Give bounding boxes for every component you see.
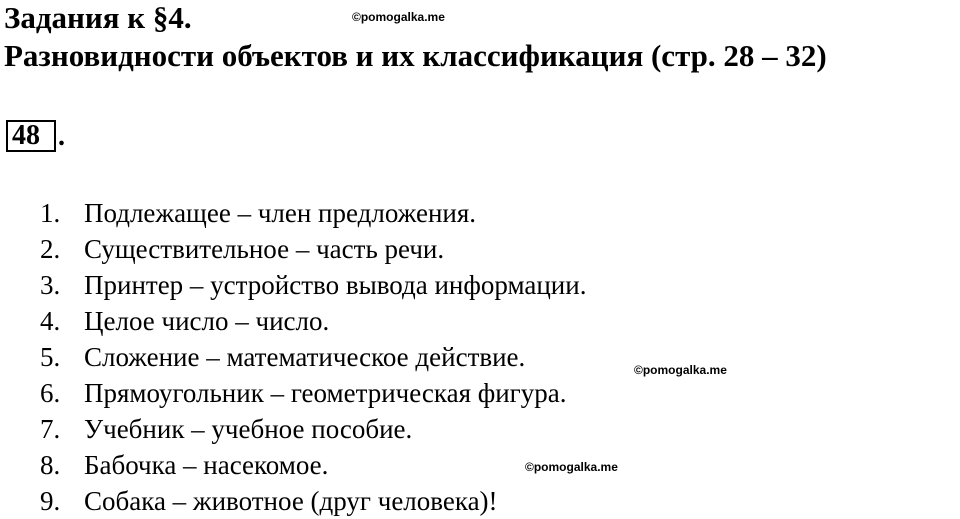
list-item-number: 1. <box>40 198 61 228</box>
watermark-middle: ©pomogalka.me <box>634 363 727 377</box>
list-item-number: 5. <box>40 342 61 372</box>
task-number-dot: . <box>58 121 65 152</box>
list-item-text: Бабочка – насекомое. <box>84 450 329 480</box>
task-number-box: 48 <box>6 120 56 152</box>
list-item-number: 8. <box>40 450 61 480</box>
list-item-text: Принтер – устройство вывода информации. <box>84 270 587 300</box>
list-item-text: Целое число – число. <box>84 306 330 336</box>
watermark-top: ©pomogalka.me <box>352 10 445 24</box>
list-item-number: 7. <box>40 414 61 444</box>
list-item-number: 2. <box>40 234 61 264</box>
list-item-text: Учебник – учебное пособие. <box>84 414 413 444</box>
list-item-text: Подлежащее – член предложения. <box>84 198 477 228</box>
list-item-text: Существительное – часть речи. <box>84 234 445 264</box>
watermark-bottom: ©pomogalka.me <box>525 460 618 474</box>
list-item-text: Собака – животное (друг человека)! <box>84 486 498 516</box>
list-item-number: 6. <box>40 378 61 408</box>
page-subtitle: Разновидности объектов и их классификация (стр. 28 – 32) <box>4 38 827 73</box>
list-item-text: Прямоугольник – геометрическая фигура. <box>84 378 567 408</box>
list-item-number: 4. <box>40 306 61 336</box>
list-item-number: 9. <box>40 486 61 516</box>
page-title: Задания к §4. <box>4 0 192 35</box>
list-item-text: Сложение – математическое действие. <box>84 342 526 372</box>
list-item-number: 3. <box>40 270 61 300</box>
